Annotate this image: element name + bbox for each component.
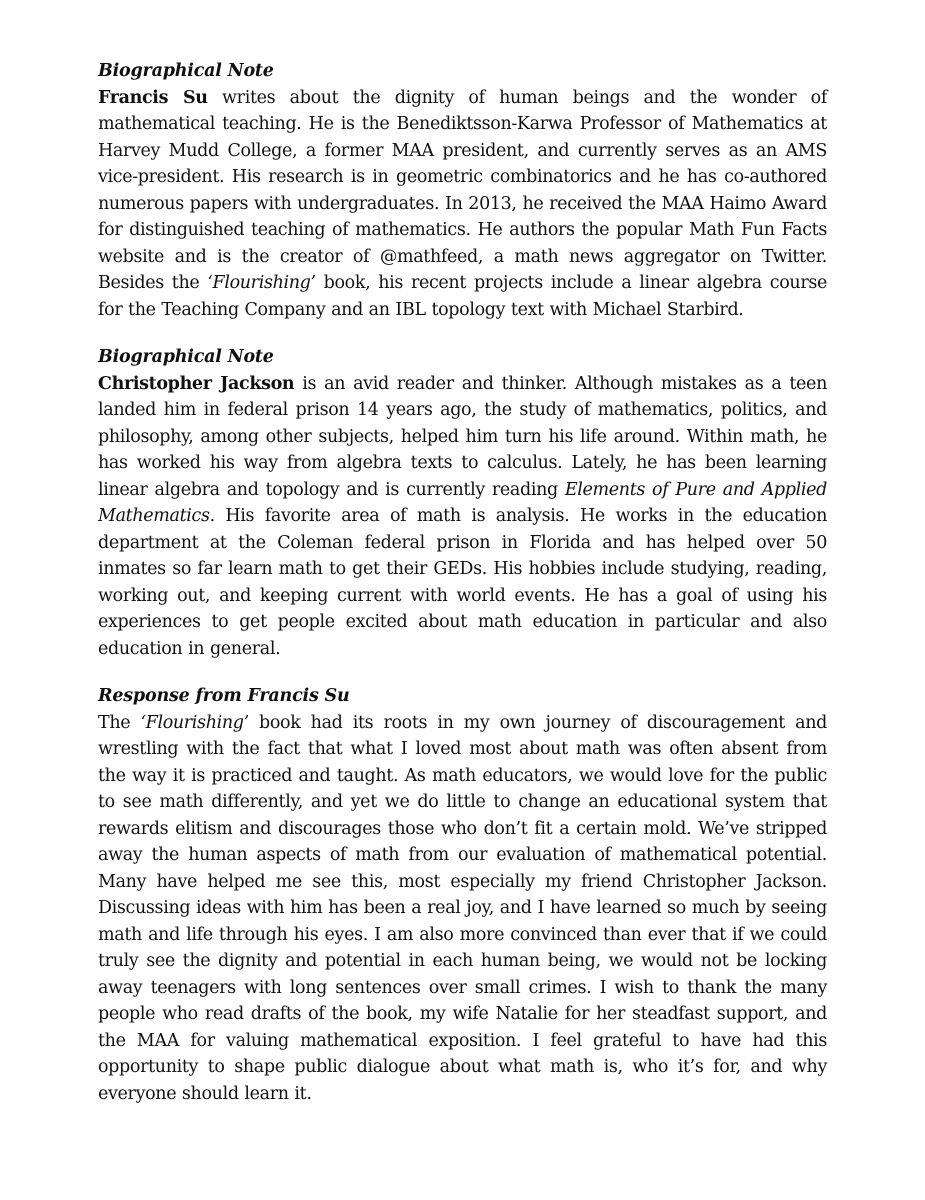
document-page bbox=[98, 58, 827, 1107]
section-paragraph bbox=[98, 710, 827, 1108]
bio-note-francis-su bbox=[98, 58, 827, 323]
section-paragraph bbox=[98, 85, 827, 324]
book-title: ‘Flourishing’ bbox=[207, 273, 316, 293]
section-heading: Response from Francis Su bbox=[98, 686, 350, 706]
paragraph-text: . His favorite area of math is analysis. He works in the education department at the Coleman federal prison in Florida and has helped over 50 inmates so far learn math to get their GEDs. His hobbies include studying, reading, working out, and keeping current with world events. He has a goal of using his experiences to get people excited about math education in particular and also education in general. bbox=[98, 506, 827, 659]
bio-note-christopher-jackson bbox=[98, 344, 827, 662]
book-title: ‘Flourishing’ bbox=[140, 712, 249, 733]
section-heading: Biographical Note bbox=[98, 347, 274, 367]
paragraph-text: The bbox=[98, 712, 141, 733]
paragraph-text: book, his recent projects include a linear algebra course for the Teaching Company and an IBL topology text with Michael Starbird. bbox=[98, 273, 827, 320]
paragraph-text: writes about the dignity of human beings and the wonder of mathematical teaching. He is the Benediktsson-Karwa Professor of Mathematics at Harvey Mudd College, a former MAA president, and currently serves as an AMS vice-president. His research is in geometric combinatorics and he has co-authored numerous papers with undergraduates. In 2013, he received the MAA Haimo Award for distinguished teaching of mathematics. He authors the popular Math Fun Facts website and is the creator of @mathfeed, a math news aggregator on Twitter. Besides the bbox=[98, 87, 827, 293]
response-francis-su bbox=[98, 683, 827, 1107]
book-title: Elements of Pure and Applied Mathematics bbox=[98, 479, 827, 526]
author-name: Francis Su bbox=[98, 87, 208, 108]
section-heading: Biographical Note bbox=[98, 61, 274, 81]
section-paragraph bbox=[98, 371, 827, 663]
paragraph-text: is an avid reader and thinker. Although mistakes as a teen landed him in federal prison 14 years ago, the study of mathematics, politics, and philosophy, among other subjects, helped him turn his life around. Within math, he has worked his way from algebra texts to calculus. Lately, he has been learning linear algebra and topology and is currently reading bbox=[98, 373, 827, 500]
author-name: Christopher Jackson bbox=[98, 373, 295, 394]
paragraph-text: book had its roots in my own journey of discouragement and wrestling with the fact that what I loved most about math was often absent from the way it is practiced and taught. As math educators, we would love for the public to see math differently, and yet we do little to change an educational system that rewards elitism and discourages those who don’t fit a certain mold. We’ve stripped away the human aspects of math from our evaluation of mathematical potential. Many have helped me see this, most especially my friend Christopher Jackson. Discussing ideas with him has been a real joy, and I have learned so much by seeing math and life through his eyes. I am also more convinced than ever that if we could truly see the dignity and potential in each human being, we would not be locking away teenagers with long sentences over small crimes. I wish to thank the many people who read drafts of the book, my wife Natalie for her steadfast support, and the MAA for valuing mathematical exposition. I feel grateful to have had this opportunity to shape public dialogue about what math is, who it’s for, and why everyone should learn it. bbox=[98, 712, 827, 1104]
